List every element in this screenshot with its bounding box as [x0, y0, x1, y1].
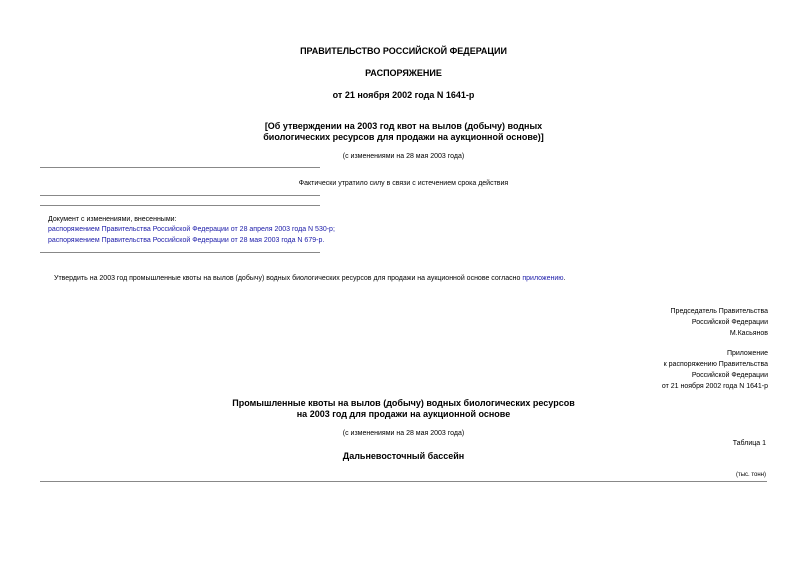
- appendix-link[interactable]: приложению: [522, 275, 564, 282]
- appendix-reference-line-2: к распоряжению Правительства: [663, 361, 768, 368]
- divider: [40, 205, 320, 206]
- table-label: Таблица 1: [732, 440, 766, 447]
- signature-block: [671, 306, 768, 339]
- appendix-title-line-2: на 2003 год для продажи на аукционной основе: [296, 409, 511, 419]
- appendix-title-line-1: Промышленные квоты на вылов (добычу) водных биологических ресурсов: [232, 398, 575, 408]
- government-heading: ПРАВИТЕЛЬСТВО РОССИЙСКОЙ ФЕДЕРАЦИИ: [300, 46, 507, 56]
- status-note: Фактически утратило силу в связи с истечением срока действия: [298, 180, 509, 187]
- table-top-border: [40, 481, 767, 482]
- amendment-link-2-text[interactable]: распоряжением Правительства Российской Федерации от 28 мая 2003 года N 679-р.: [48, 237, 325, 244]
- amendment-link-2[interactable]: [48, 237, 324, 244]
- signature-country: Российской Федерации: [691, 319, 768, 326]
- divider: [40, 252, 320, 253]
- body-text: Утвердить на 2003 год промышленные квоты на вылов (добычу) водных биологических ресурсов для продажи на аукционной основе согласно: [54, 275, 523, 282]
- signature-name: М.Касьянов: [729, 330, 768, 337]
- appendix-reference-line-4: от 21 ноября 2002 года N 1641-р: [661, 383, 768, 390]
- appendix-reference: [662, 348, 768, 392]
- signature-title: Председатель Правительства: [670, 308, 768, 315]
- appendix-amendments-note: (с изменениями на 28 мая 2003 года): [342, 430, 465, 437]
- units-note: (тыс. тонн): [735, 472, 766, 478]
- divider: [40, 195, 320, 196]
- document-date-number: от 21 ноября 2002 года N 1641-р: [332, 90, 475, 100]
- basin-heading: Дальневосточный бассейн: [342, 451, 465, 461]
- body-end: .: [563, 275, 566, 282]
- document-type: РАСПОРЯЖЕНИЕ: [365, 68, 442, 78]
- changes-intro: Документ с изменениями, внесенными:: [48, 216, 177, 223]
- appendix-reference-line-1: Приложение: [726, 350, 768, 357]
- amendment-link-1-text[interactable]: распоряжением Правительства Российской Федерации от 28 апреля 2003 года N 530-р;: [48, 226, 335, 233]
- amendment-link-1[interactable]: [48, 226, 335, 233]
- appendix-reference-line-3: Российской Федерации: [691, 372, 768, 379]
- amendments-note: (с изменениями на 28 мая 2003 года): [342, 153, 465, 160]
- document-title-line-1: [Об утверждении на 2003 год квот на вылов (добычу) водных: [264, 121, 543, 131]
- body-paragraph: [54, 275, 566, 282]
- divider: [40, 167, 320, 168]
- document-title-line-2: биологических ресурсов для продажи на аукционной основе)]: [263, 132, 544, 142]
